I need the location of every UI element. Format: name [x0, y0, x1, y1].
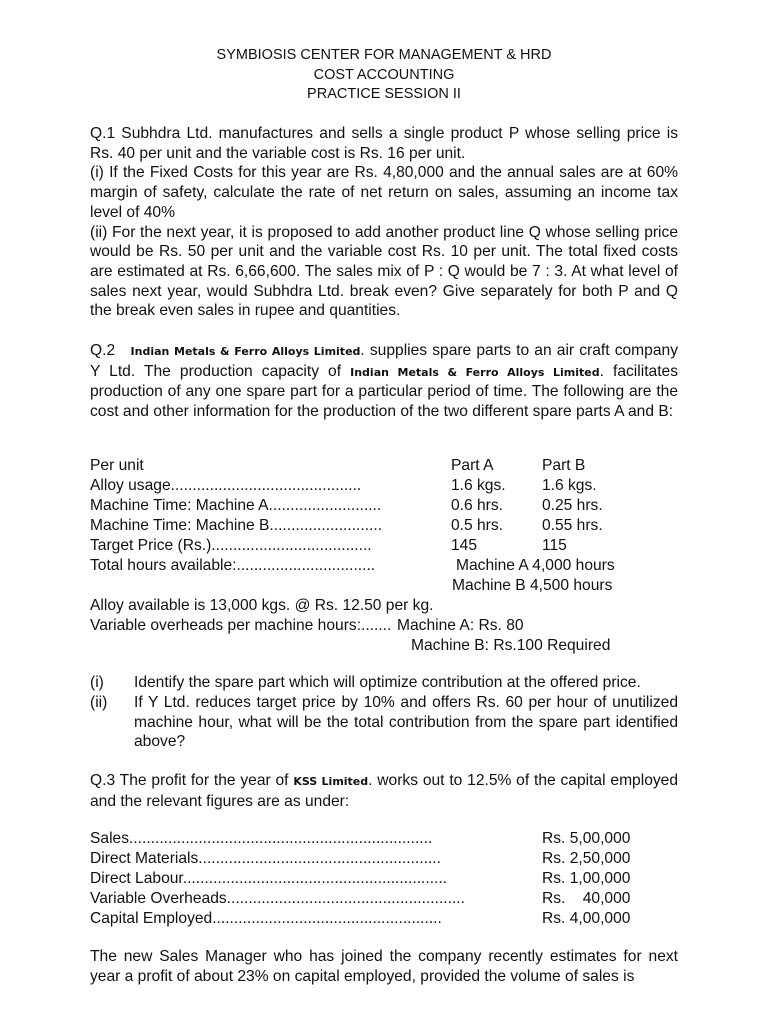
q2-cost-table	[90, 456, 678, 656]
question-3	[90, 771, 678, 811]
sub-ii-text: If Y Ltd. reduces target price by 10% and offers Rs. 60 per hour of unutilized machine hour, what will be the total contribution from the spare part identified above?	[134, 694, 678, 751]
figure-label: Direct Labour.............................................................	[90, 870, 448, 887]
overheads-machine-a: Machine A: Rs. 80	[397, 617, 524, 634]
part-b-value: 0.55 hrs.	[542, 517, 603, 534]
figure-label: Capital Employed.....................................................	[90, 910, 442, 927]
institution-title: SYMBIOSIS CENTER FOR MANAGEMENT & HRD	[216, 47, 552, 63]
part-a-value: 0.6 hrs.	[451, 497, 504, 514]
q1-part-ii: (ii) For the next year, it is proposed to add another product line Q whose selling price would be Rs. 50 per unit and the variable cost Rs. 10 per unit. The total fixed costs are estimated at Rs. 6,66,600. The sales mix of P : Q would be 7 : 3. At what level of sales next year, would Subhdra Ltd. break even? Give separately for both P and Q the break even sales in rupee and quantities.	[90, 223, 678, 320]
q2-intro	[90, 341, 678, 422]
hours-machine-a: Machine A 4,000 hours	[456, 557, 615, 574]
figure-label: Variable Overheads.......................................................	[90, 890, 465, 907]
part-b-header: Part B	[542, 457, 586, 474]
figure-value: Rs. 1,00,000	[542, 870, 631, 887]
q1-part-i: (i) If the Fixed Costs for this year are Rs. 4,80,000 and the annual sales are at 60% margin of safety, calculate the rate of net return on sales, assuming an income tax level of 40%	[90, 164, 678, 221]
part-b-value: 0.25 hrs.	[542, 497, 603, 514]
question-2	[90, 341, 678, 422]
figure-value: Rs. 40,000	[542, 890, 631, 907]
hours-machine-b: Machine B 4,500 hours	[452, 577, 613, 594]
q3-lead-text: Q.3 The profit for the year of	[90, 772, 294, 789]
q1-intro: Q.1 Subhdra Ltd. manufactures and sells a single product P whose selling price is Rs. 40 per unit and the variable cost is Rs. 16 per unit.	[90, 125, 678, 162]
row-label: Target Price (Rs.).....................................	[90, 537, 372, 554]
figure-value: Rs. 4,00,000	[542, 910, 631, 927]
overheads-label: Variable overheads per machine hours:.......	[90, 617, 392, 634]
sub-i-label: (i)	[90, 674, 104, 691]
document-header	[0, 46, 768, 105]
alloy-available: Alloy available is 13,000 kgs. @ Rs. 12.50 per kg.	[90, 597, 434, 614]
row-label: Machine Time: Machine B..........................	[90, 517, 383, 534]
q2-sub-ii	[90, 693, 678, 752]
q2-text-1: . supplies spare parts to an air craft company Y Ltd. The production capacity of	[90, 342, 678, 380]
q3-intro	[90, 771, 678, 811]
q3-closing	[90, 947, 678, 986]
q3-rest-text: . works out to 12.5% of the capital employed and the relevant figures are as under:	[90, 772, 679, 810]
q2-text-2: . facilitates production of any one spare part for a particular period of time. The following are the cost and other information for the production of the two different spare parts A and B:	[90, 362, 679, 421]
q3-closing-text: The new Sales Manager who has joined the company recently estimates for next year a profit of about 23% on capital employed, provided the volume of sales is	[90, 948, 678, 985]
sub-i-text: Identify the spare part which will optimize contribution at the offered price.	[134, 674, 641, 691]
figure-value: Rs. 2,50,000	[542, 850, 631, 867]
overheads-machine-b: Machine B: Rs.100 Required	[411, 637, 611, 654]
per-unit-header: Per unit	[90, 457, 144, 474]
figure-label: Direct Materials........................................................	[90, 850, 441, 867]
hours-label: Total hours available:................................	[90, 557, 376, 574]
course-title: COST ACCOUNTING	[313, 66, 455, 83]
row-label: Alloy usage............................................	[90, 477, 362, 494]
q2-company-name-2: Indian Metals & Ferro Alloys Limited	[350, 365, 600, 379]
question-1	[90, 124, 678, 321]
part-b-value: 115	[542, 537, 567, 554]
q3-figures-table	[90, 829, 678, 929]
q2-sub-questions	[90, 673, 678, 753]
figure-value: Rs. 5,00,000	[542, 830, 631, 847]
part-b-value: 1.6 kgs.	[542, 477, 597, 494]
figure-label: Sales......................................................................	[90, 830, 433, 847]
row-label: Machine Time: Machine A..........................	[90, 497, 382, 514]
q2-sub-i	[90, 673, 678, 693]
part-a-value: 0.5 hrs.	[451, 517, 504, 534]
session-title: PRACTICE SESSION II	[307, 86, 461, 102]
q2-number: Q.2	[90, 342, 116, 359]
part-a-header: Part A	[451, 457, 494, 474]
part-a-value: 1.6 kgs.	[451, 477, 506, 494]
q2-company-name: Indian Metals & Ferro Alloys Limited	[130, 345, 361, 358]
part-a-value: 145	[451, 537, 478, 554]
q3-company-name: KSS Limited	[293, 775, 369, 788]
sub-ii-label: (ii)	[90, 694, 108, 711]
